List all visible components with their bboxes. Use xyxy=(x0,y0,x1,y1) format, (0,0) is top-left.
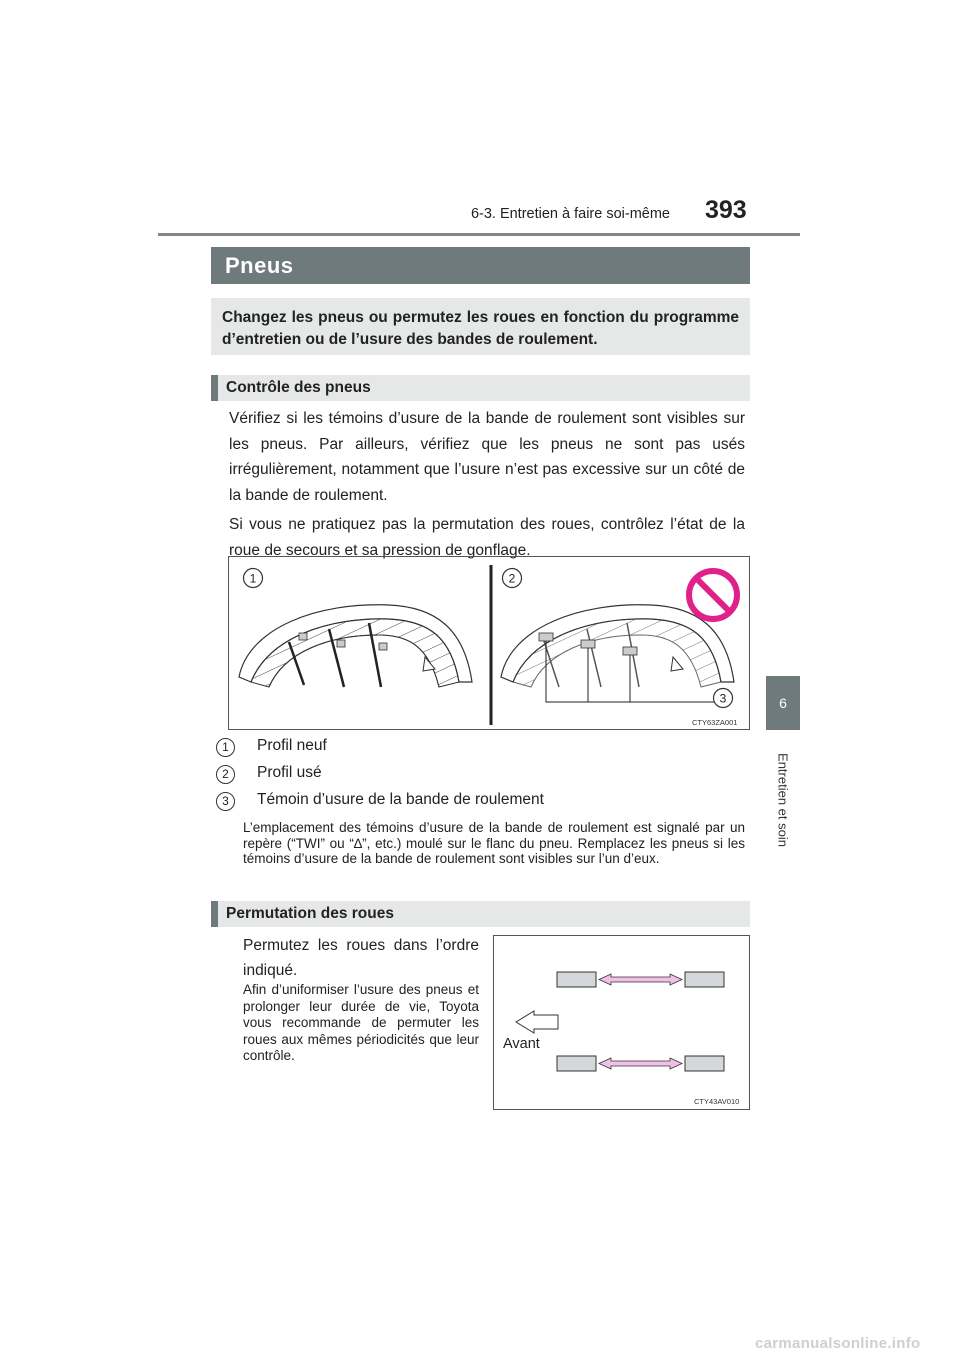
legend-text-1: Profil neuf xyxy=(257,737,327,754)
tread-figure-drawing xyxy=(229,557,751,731)
svg-text:3: 3 xyxy=(719,691,727,706)
rear-swap-arrow xyxy=(599,1058,682,1069)
rotation-figure xyxy=(493,935,750,1110)
page-number: 393 xyxy=(705,196,747,224)
svg-text:1: 1 xyxy=(249,571,257,586)
check-para-1: Vérifiez si les témoins d’usure de la bande de roulement sont visibles sur les pneus. Par ailleurs, vérifiez que les pneus ne sont pas usés irrégulièrement, notamment que l’usure n’est pas excessive sur un côté de la bande de roulement. xyxy=(229,410,745,504)
worn-tread-tire xyxy=(501,569,734,708)
rear-wheels xyxy=(557,1056,724,1071)
watermark: carmanualsonline.info xyxy=(755,1335,921,1352)
rotation-para-1: Permutez les roues dans l’ordre indiqué. xyxy=(243,937,479,979)
tread-figure xyxy=(228,556,750,730)
section-heading-check xyxy=(211,375,750,401)
svg-text:2: 2 xyxy=(508,571,516,586)
rotation-figure-drawing xyxy=(494,936,751,1111)
check-para-2: Si vous ne pratiquez pas la permutation des roues, contrôlez l’état de la roue de secours et sa pression de gonflage. xyxy=(229,516,745,559)
legend-badge-3: 3 xyxy=(216,792,235,811)
front-label: Avant xyxy=(503,1036,540,1052)
check-paragraphs xyxy=(229,406,745,563)
intro-box xyxy=(211,298,750,355)
front-direction-arrow-icon xyxy=(516,1011,558,1033)
intro-text: Changez les pneus ou permutez les roues en fonction du programme d’entretien ou de l’usure des bandes de roulement. xyxy=(222,309,739,348)
section-heading-rotation-text: Permutation des roues xyxy=(226,905,394,922)
chapter-label xyxy=(765,740,801,860)
header-rule xyxy=(158,233,800,236)
front-wheels xyxy=(557,972,724,987)
section-heading-check-text: Contrôle des pneus xyxy=(226,379,371,396)
section-heading-rotation xyxy=(211,901,750,927)
page-title: Pneus xyxy=(225,253,294,278)
legend-text-2: Profil usé xyxy=(257,764,322,781)
legend-badge-1: 1 xyxy=(216,738,235,757)
wear-indicator-note: L’emplacement des témoins d’usure de la bande de roulement est signalé par un repère (“TWI” ou “∆”, etc.) moulé sur le flanc du pneu. Remplacez les pneus si les témoins d’usure de la bande de roulement sont visibles sur l’un d’eux. xyxy=(243,820,745,866)
figure-1-code: CTY63ZA001 xyxy=(692,718,738,727)
chapter-label-text: Entretien et soin xyxy=(775,753,791,847)
chapter-tab: 6 xyxy=(766,676,800,730)
figure-2-code: CTY43AV010 xyxy=(694,1097,740,1106)
front-swap-arrow xyxy=(599,974,682,985)
rotation-para-2: Afin d’uniformiser l’usure des pneus et prolonger leur durée de vie, Toyota vous recommande de permuter les roues aux mêmes périodicités que leur contrôle. xyxy=(243,982,479,1063)
prohibited-icon xyxy=(689,571,737,619)
legend-badge-2: 2 xyxy=(216,765,235,784)
legend-text-3: Témoin d’usure de la bande de roulement xyxy=(257,791,544,808)
new-tread-tire xyxy=(239,569,472,688)
running-header-section: 6-3. Entretien à faire soi-même xyxy=(470,206,670,222)
page-title-bar xyxy=(211,247,750,284)
